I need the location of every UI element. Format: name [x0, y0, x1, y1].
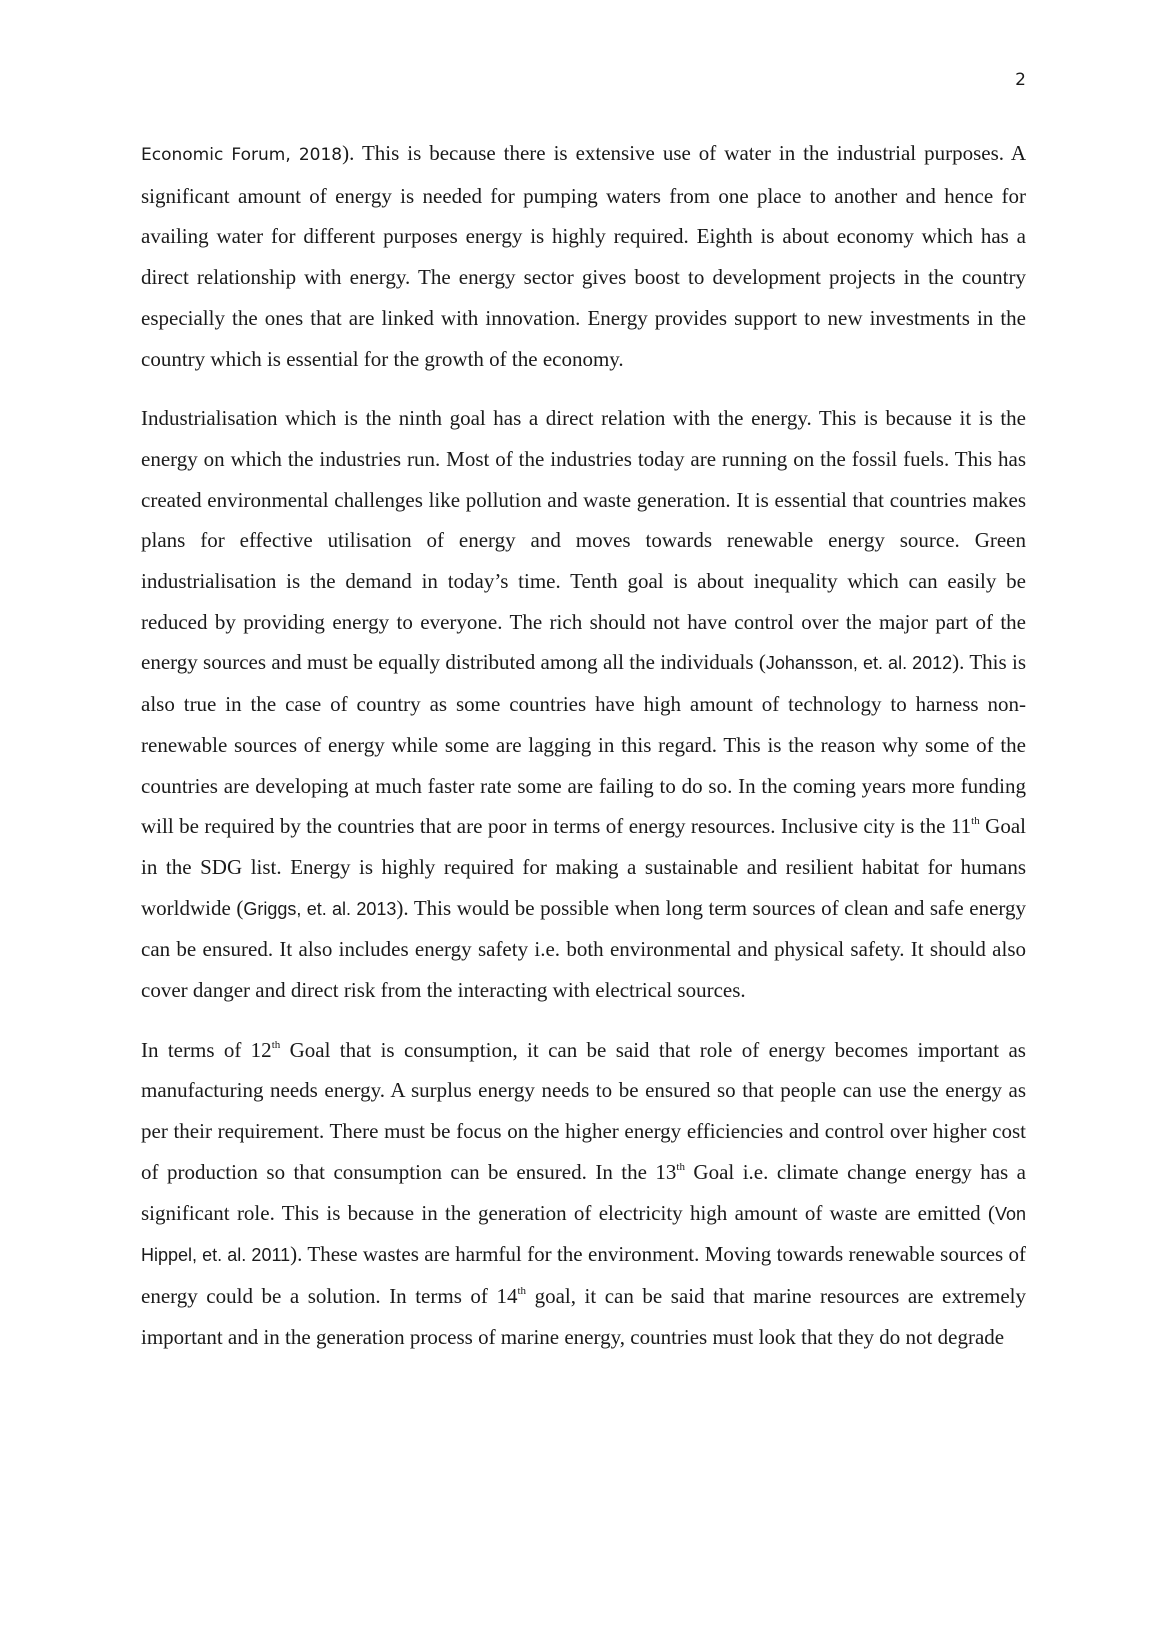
page-number: 2 [1015, 70, 1026, 90]
paragraph-text: goal, it can be said that marine resources are extremely important and in the generation process of marine energy, countries must look that they do not degrade [141, 1283, 1027, 1349]
paragraph-text: Industrialisation which is the ninth goal has a direct relation with the energy. This is because it is the energy on which the industries run. Most of the industries today are running on the fossil fuels. This has created environmental challenges like pollution and waste generation. It is essential that countries makes plans for effective utilisation of energy and moves towards renewable energy source. Green industrialisation is the demand in today’s time. Tenth goal is about inequality which can easily be reduced by providing energy to everyone. The rich should not have control over the major part of the energy sources and must be equally distributed among all the individuals ( [141, 406, 1026, 675]
ordinal-superscript: th [971, 815, 980, 828]
citation: Johansson, et. al. 2012 [765, 653, 953, 674]
citation: Griggs, et. al. 2013 [243, 898, 397, 919]
paragraph-text: Goal in the SDG list. Energy is highly required for making a sustainable and resilient habitat for humans worldwide ( [141, 814, 1026, 920]
ordinal-superscript: th [517, 1284, 527, 1297]
citation: Economic Forum, 2018 [141, 145, 343, 165]
paragraph-text: Goal that is consumption, it can be said that role of energy becomes important as manufacturing needs energy. A surplus energy needs to be ensured so that people can use the energy as per their requirement. There must be focus on the higher energy efficiencies and control over higher cost of production so that consumption can be ensured. In the 13 [141, 1037, 1026, 1184]
paragraph-text: In terms of 12 [141, 1037, 272, 1062]
paragraph-economy [141, 133, 1026, 379]
paragraph-text: ). These wastes are harmful for the environment. Moving towards renewable sources of energy could be a solution. In terms of 14 [141, 1242, 1027, 1308]
paragraph-text: ). This is because there is extensive use of water in the industrial purposes. A significant amount of energy is needed for pumping waters from one place to another and hence for availing water for different purposes energy is highly required. Eighth is about economy which has a direct relationship with energy. The energy sector gives boost to development projects in the country especially the ones that are linked with innovation. Energy provides support to new investments in the country which is essential for the growth of the economy. [141, 141, 1026, 371]
paragraph-text: ). This would be possible when long term sources of clean and safe energy can be ensured. It also includes energy safety i.e. both environmental and physical safety. It should also cover danger and direct risk from the interacting with electrical sources. [141, 895, 1027, 1003]
citation: Von Hippel, et. al. 2011 [141, 1203, 1026, 1266]
ordinal-superscript: th [271, 1038, 281, 1051]
paragraph-text: ). This is also true in the case of country as some countries have high amount of technology to harness non-renewable sources of energy while some are lagging in this regard. This is the reason why some of the countries are developing at much faster rate some are failing to do so. In the coming years more funding will be required by the countries that are poor in terms of energy resources. Inclusive city is the 11 [141, 650, 1026, 839]
ordinal-superscript: th [676, 1160, 685, 1173]
paragraph-industrialisation [141, 398, 1026, 1011]
paragraph-text: Goal i.e. climate change energy has a significant role. This is because in the generation of electricity high amount of waste are emitted ( [141, 1159, 1026, 1225]
document-body [141, 133, 1026, 1376]
paragraph-consumption [141, 1030, 1026, 1358]
